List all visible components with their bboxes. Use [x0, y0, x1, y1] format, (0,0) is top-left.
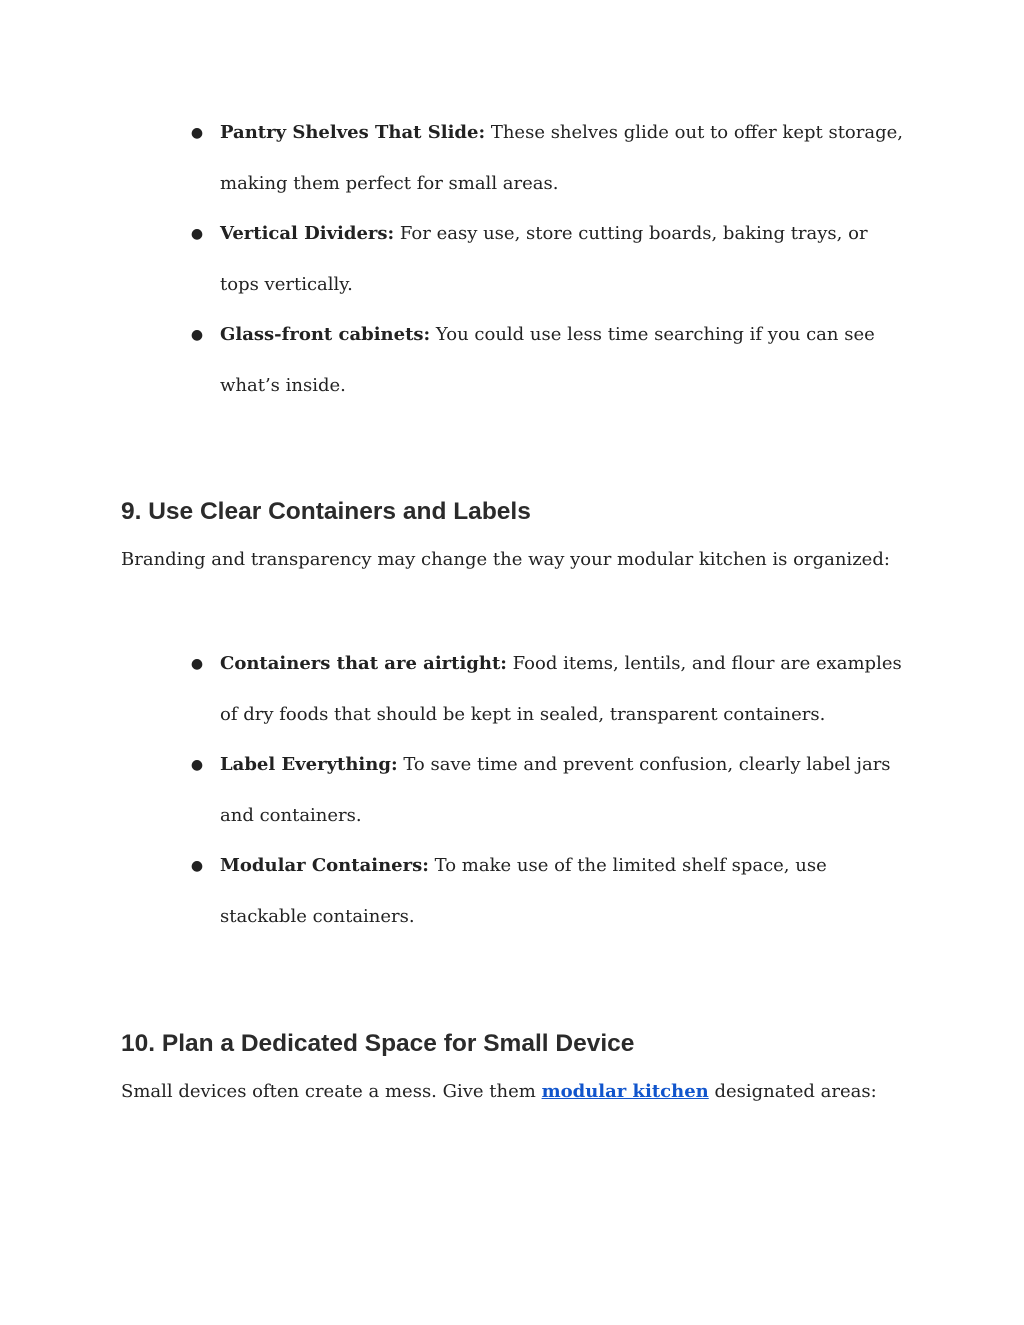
item-term: Label Everything: — [220, 754, 398, 775]
item-text: To save time and prevent confusion, clearly label jars and containers. — [220, 754, 891, 826]
bullet-icon: ● — [190, 327, 204, 343]
bullet-icon: ● — [190, 125, 204, 141]
bullet-icon: ● — [190, 226, 204, 242]
section-intro-small-device — [121, 1077, 921, 1107]
item-text: Food items, lentils, and flour are examples of dry foods that should be kept in sealed, transparent containers. — [220, 653, 902, 725]
item-term: Pantry Shelves That Slide: — [220, 122, 486, 143]
item-text: To make use of the limited shelf space, use stackable containers. — [220, 855, 827, 927]
bullet-icon: ● — [190, 757, 204, 773]
bullet-icon: ● — [190, 858, 204, 874]
item-term: Vertical Dividers: — [220, 223, 395, 244]
list-item — [0, 209, 1024, 310]
section-heading-containers: 9. Use Clear Containers and Labels — [121, 498, 531, 525]
list-item — [0, 740, 1024, 841]
item-term: Glass-front cabinets: — [220, 324, 431, 345]
storage-options-list — [0, 108, 1024, 411]
section-heading-small-device: 10. Plan a Dedicated Space for Small Device — [121, 1030, 635, 1057]
list-item — [0, 639, 1024, 740]
intro-text-after: designated areas: — [708, 1081, 877, 1102]
item-term: Modular Containers: — [220, 855, 429, 876]
list-item — [0, 108, 1024, 209]
containers-list — [0, 639, 1024, 942]
item-text: These shelves glide out to offer kept storage, making them perfect for small areas. — [220, 122, 904, 194]
item-text: You could use less time searching if you can see what’s inside. — [220, 324, 875, 396]
list-item — [0, 310, 1024, 411]
section-intro-containers: Branding and transparency may change the way your modular kitchen is organized: — [121, 549, 890, 570]
modular-kitchen-link[interactable]: modular kitchen — [541, 1081, 709, 1102]
list-item — [0, 841, 1024, 942]
item-term: Containers that are airtight: — [220, 653, 507, 674]
intro-text-before: Small devices often create a mess. Give them — [121, 1081, 542, 1102]
item-text: For easy use, store cutting boards, baking trays, or tops vertically. — [220, 223, 868, 295]
bullet-icon: ● — [190, 656, 204, 672]
